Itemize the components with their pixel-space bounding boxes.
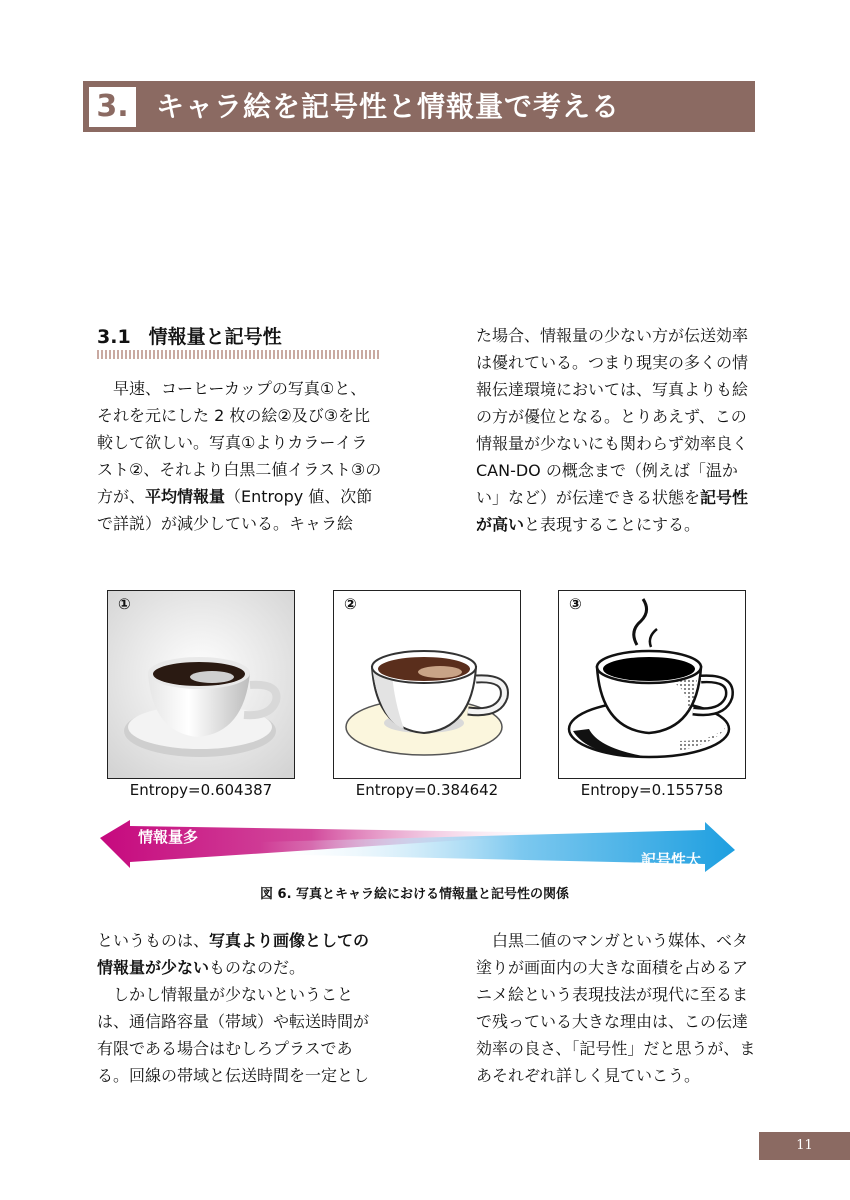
text-run: ものなのだ。 (209, 958, 306, 977)
text-run: と表現することにする。 (524, 515, 701, 534)
section-title: 情報量と記号性 (148, 326, 282, 348)
panel-label: ② (344, 595, 357, 613)
text-run: （Entropy 値、次節で詳説）が減少している。キャラ絵 (97, 487, 373, 533)
color-illustration-panel (333, 590, 521, 779)
panel-label: ③ (569, 595, 582, 613)
figure-caption: 図 6. 写真とキャラ絵における情報量と記号性の関係 (260, 887, 570, 902)
section-heading (97, 322, 282, 349)
coffee-cup-photo-image (108, 591, 294, 778)
arrow-right-label: 記号性大 (641, 851, 702, 869)
text-run: というものは、 (97, 931, 210, 950)
chapter-header-bar (83, 81, 755, 132)
text-run: 早速、コーヒーカップの写真①と、それを元にした 2 枚の絵②及び③を比較して欲しい。写真①よりカラーイラスト②、それより白黒二値イラスト③の方が、 (97, 379, 382, 506)
entropy-label: Entropy=0.155758 (580, 781, 724, 799)
arrow-left-label: 情報量多 (138, 828, 199, 846)
coffee-cup-color-illustration (334, 591, 520, 778)
entropy-label: Entropy=0.604387 (129, 781, 273, 799)
text-run: た場合、情報量の少ない方が伝送効率は優れている。つまり現実の多くの情報伝達環境においては、写真よりも絵の方が優位となる。とりあえず、この情報量が少ないにも関わらず効率良く CAN-DO の概念まで（例えば「温かい」など）が伝達できる状態を (476, 326, 749, 507)
paragraph-col2-bottom (476, 927, 761, 1089)
entropy-label: Entropy=0.384642 (355, 781, 499, 799)
paragraph-col1-top (97, 375, 382, 537)
text-run: しかし情報量が少ないということは、通信路容量（帯域）や転送時間が有限である場合はむしろプラスである。回線の帯域と伝送時間を一定とし (97, 985, 370, 1085)
photo-panel (107, 590, 295, 779)
text-run: 白黒二値のマンガという媒体、ベタ塗りが画面内の大きな面積を占めるアニメ絵という表現技法が現代に至るまで残っている大きな理由は、この伝達効率の良さ、「記号性」だと思うが、まあそれぞれ詳しく見ていこう。 (476, 931, 756, 1085)
panel-label: ① (118, 595, 131, 613)
bold-run: 記号性が高い (476, 488, 749, 534)
paragraph-col1-bottom (97, 927, 382, 1089)
bold-run: 平均情報量 (145, 487, 226, 506)
chapter-title: キャラ絵を記号性と情報量で考える (156, 90, 621, 123)
page-number: 11 (759, 1132, 850, 1160)
coffee-cup-bw-illustration (559, 591, 745, 778)
section-number: 3.1 (97, 326, 131, 348)
bold-run: 写真より画像としての情報量が少ない (97, 931, 370, 977)
section-rule (97, 350, 380, 359)
bw-illustration-panel (558, 590, 746, 779)
paragraph-col2-top (476, 322, 761, 538)
chapter-number: 3. (89, 87, 136, 127)
